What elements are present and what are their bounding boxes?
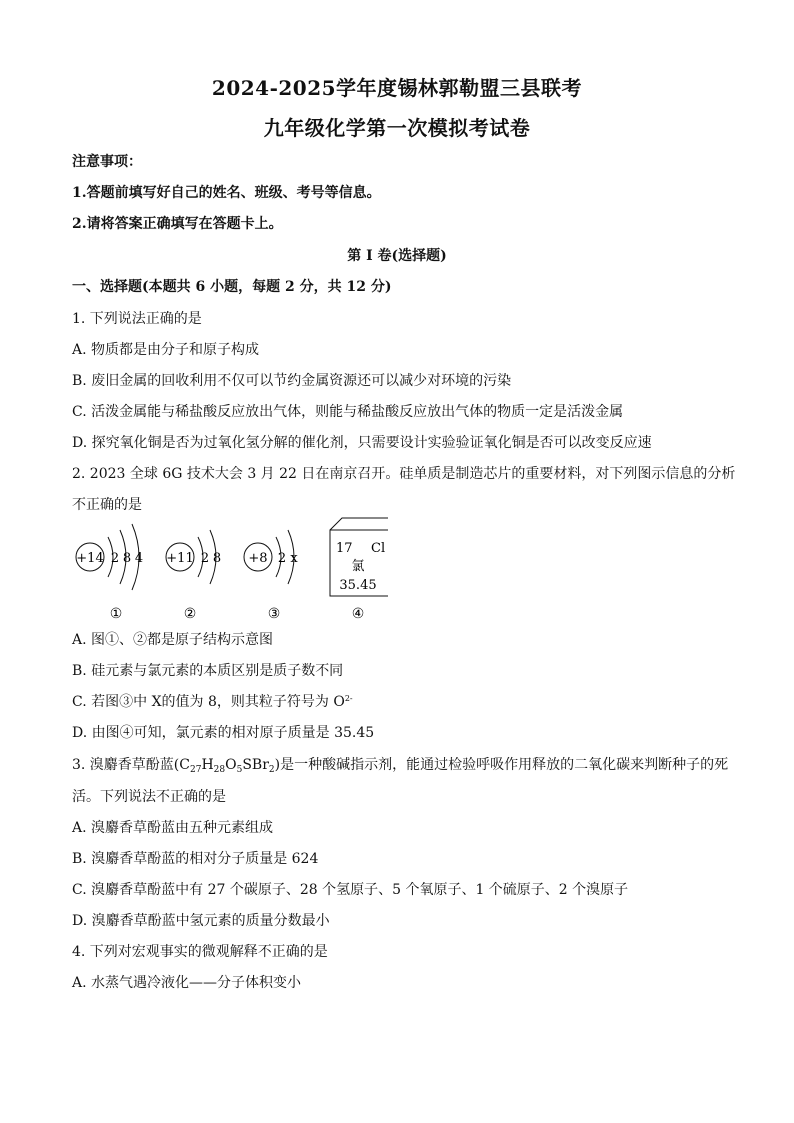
q3-stem-post: )是一种酸碱指示剂，能通过检验呼吸作用释放的二氧化碳来判断种子的死 bbox=[274, 757, 729, 773]
atom-diagram-silicon bbox=[76, 524, 143, 622]
element-number: 17 bbox=[336, 541, 353, 556]
figure-label-1: ① bbox=[109, 606, 123, 622]
q2-option-a: A. 图①、②都是原子结构示意图 bbox=[72, 632, 274, 648]
formula-sub-br: 2 bbox=[268, 765, 275, 775]
atom1-shell-2: 8 bbox=[122, 551, 132, 566]
q3-option-a: A. 溴麝香草酚蓝由五种元素组成 bbox=[72, 820, 274, 836]
element-mass: 35.45 bbox=[339, 578, 377, 593]
atom1-shell-3: 4 bbox=[134, 551, 144, 566]
note-1: 1.答题前填写好自己的姓名、班级、考号等信息。 bbox=[72, 185, 381, 201]
q2-option-b: B. 硅元素与氯元素的本质区别是质子数不同 bbox=[72, 663, 344, 679]
q3-option-d: D. 溴麝香草酚蓝中氢元素的质量分数最小 bbox=[72, 913, 330, 929]
q2-stem-line2: 不正确的是 bbox=[72, 497, 142, 513]
q1-option-d: D. 探究氧化铜是否为过氧化氢分解的催化剂，只需要设计实验验证氧化铜是否可以改变反应速 bbox=[72, 435, 652, 451]
exam-subtitle: 九年级化学第一次模拟考试卷 bbox=[263, 116, 531, 140]
q1-option-c: C. 活泼金属能与稀盐酸反应放出气体，则能与稀盐酸反应放出气体的物质一定是活泼金属 bbox=[72, 404, 624, 420]
q1-option-a: A. 物质都是由分子和原子构成 bbox=[72, 342, 260, 358]
element-symbol: Cl bbox=[371, 541, 386, 556]
formula-sbr: SBr bbox=[242, 757, 269, 773]
atom1-shell-1: 2 bbox=[110, 551, 120, 566]
q1-option-b: B. 废旧金属的回收利用不仅可以节约金属资源还可以减少对环境的污染 bbox=[72, 373, 512, 389]
q1-stem: 1. 下列说法正确的是 bbox=[72, 311, 202, 327]
figure-label-3: ③ bbox=[267, 606, 281, 622]
atom2-shell-1: 2 bbox=[200, 551, 210, 566]
q3-stem-line2: 活。下列说法不正确的是 bbox=[72, 789, 226, 805]
atom3-shell-2: x bbox=[290, 551, 298, 566]
q3-option-b: B. 溴麝香草酚蓝的相对分子质量是 624 bbox=[72, 851, 319, 867]
figure-label-2: ② bbox=[183, 606, 197, 622]
atom-diagram-sodium bbox=[166, 530, 221, 622]
q4-stem: 4. 下列对宏观事实的微观解释不正确的是 bbox=[72, 944, 328, 960]
formula-sub-h: 28 bbox=[213, 765, 226, 775]
q2-option-c-charge: 2- bbox=[344, 694, 353, 703]
notes-heading: 注意事项： bbox=[72, 154, 142, 170]
q2-option-d: D. 由图④可知，氯元素的相对原子质量是 35.45 bbox=[72, 725, 375, 741]
atom2-nucleus: +11 bbox=[166, 551, 194, 566]
formula-sub-o: 5 bbox=[236, 765, 243, 775]
formula-h: H bbox=[201, 757, 214, 773]
q3-stem-line1 bbox=[72, 754, 728, 774]
element-name: 氯 bbox=[351, 559, 365, 574]
note-2: 2.请将答案正确填写在答题卡上。 bbox=[72, 216, 283, 232]
section-heading: 一、选择题(本题共 6 小题，每题 2 分，共 12 分) bbox=[72, 279, 392, 295]
atom-diagram-oxygen bbox=[244, 530, 298, 622]
q2-option-c bbox=[72, 691, 353, 711]
atom2-shell-2: 8 bbox=[212, 551, 222, 566]
q2-figure bbox=[68, 512, 388, 624]
element-cell-chlorine bbox=[330, 518, 388, 622]
atom3-nucleus: +8 bbox=[248, 551, 268, 566]
exam-title: 2024-2025学年度锡林郭勒盟三县联考 bbox=[211, 76, 583, 100]
figure-label-4: ④ bbox=[351, 606, 365, 622]
atom1-nucleus: +14 bbox=[76, 551, 104, 566]
q2-option-c-text: C. 若图③中 X的值为 8，则其粒子符号为 O bbox=[72, 694, 345, 710]
part-title: 第 I 卷(选择题) bbox=[347, 248, 447, 264]
formula-o: O bbox=[225, 757, 237, 773]
q3-option-c: C. 溴麝香草酚蓝中有 27 个碳原子、28 个氢原子、5 个氧原子、1 个硫原子、2 个溴原子 bbox=[72, 882, 629, 898]
q2-stem-line1: 2. 2023 全球 6G 技术大会 3 月 22 日在南京召开。硅单质是制造芯片的重要材料，对下列图示信息的分析 bbox=[72, 466, 736, 482]
q4-option-a: A. 水蒸气遇冷液化——分子体积变小 bbox=[72, 975, 302, 991]
formula-sub-c: 27 bbox=[189, 765, 202, 775]
q3-stem-pre: 3. 溴麝香草酚蓝(C bbox=[72, 757, 190, 773]
atom3-shell-1: 2 bbox=[277, 551, 287, 566]
